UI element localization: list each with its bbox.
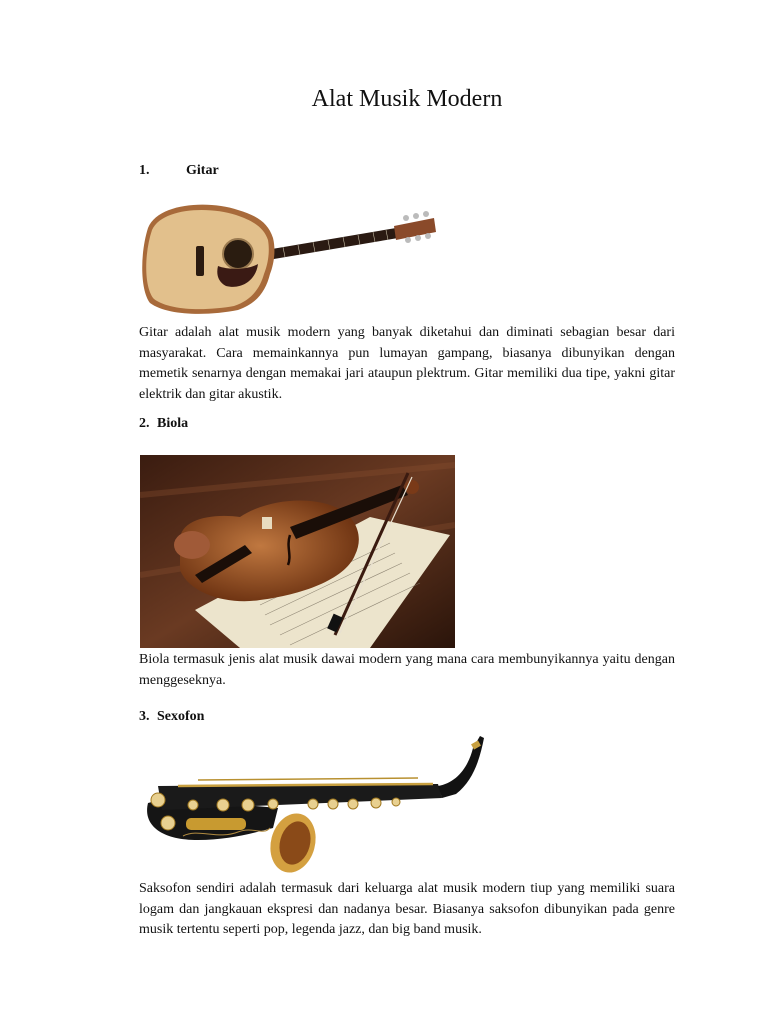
violin-image xyxy=(140,455,455,648)
section-title: Sexofon xyxy=(157,709,205,724)
section-title: Gitar xyxy=(186,163,219,178)
section-heading-sexofon xyxy=(139,709,204,725)
section-number: 3. xyxy=(139,709,150,724)
section-title: Biola xyxy=(157,416,189,431)
section-paragraph-gitar: Gitar adalah alat musik modern yang banyak diketahui dan diminati sebagian besar dari masyarakat. Cara memainkannya pun lumayan gampang, biasanya dibunyikan dengan memetik senarnya dengan memakai jari ataupun plektrum. Gitar memiliki dua tipe, yakni gitar elektrik dan gitar akustik. xyxy=(139,325,675,402)
page-title: Alat Musik Modern xyxy=(311,86,503,112)
section-paragraph-biola: Biola termasuk jenis alat musik dawai modern yang mana cara membunyikannya yaitu dengan menggeseknya. xyxy=(139,652,675,688)
section-paragraph-sexofon: Saksofon sendiri adalah termasuk dari keluarga alat musik modern tiup yang memiliki suara logam dan jangkauan ekspresi dan nadanya besar. Biasanya saksofon dibunyikan pada genre musik tertentu seperti pop, legenda jazz, dan big band musik. xyxy=(139,881,675,937)
section-number: 2. xyxy=(139,416,150,431)
section-number: 1. xyxy=(139,163,150,178)
section-heading-biola xyxy=(139,416,188,432)
saxophone-image xyxy=(138,728,493,878)
guitar-image xyxy=(138,198,438,316)
section-heading-gitar xyxy=(139,163,219,179)
